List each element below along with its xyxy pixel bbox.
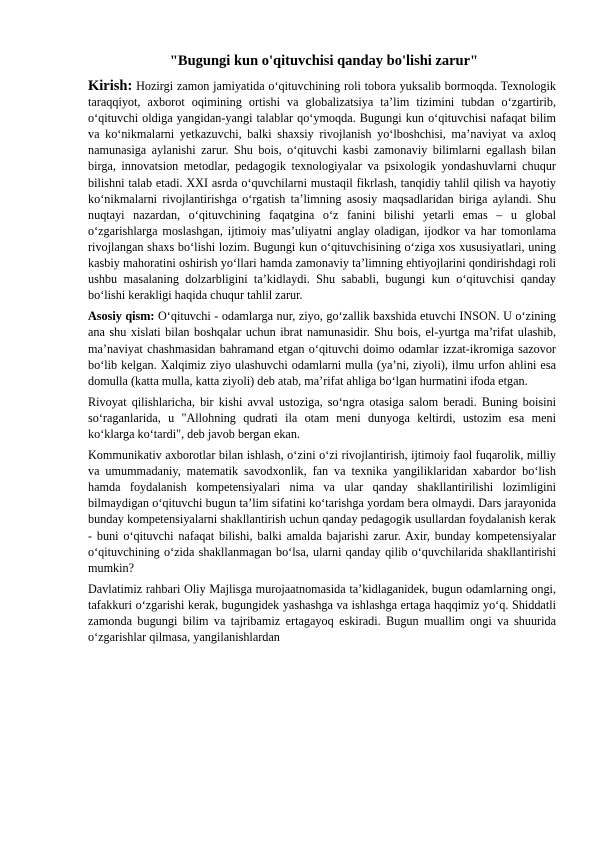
intro-lead: Kirish: — [88, 78, 133, 94]
paragraph-president: Davlatimiz rahbari Oliy Majlisga murojaatnomasida ta’kidlaganidek, bugun odamlarning ongi, tafakkuri o‘zgarishi kerak, bugungidek yashashga va ishlashga ertaga haqqimiz yo‘q. Shiddatli zamonda bugungi bilim va tajribamiz ertagayoq eskiradi. Bugun muallim ongi va shuurida o‘zgarishlar qilmasa, yangilanishlardan — [88, 581, 556, 645]
paragraph-competencies: Kommunikativ axborotlar bilan ishlash, o‘zini o‘zi rivojlantirish, ijtimoiy faol fuqarolik, milliy va umummadaniy, matematik savodxonlik, fan va texnika yangiliklaridan xabardor bo‘lish hamda foydalanish kompetensiyalari nima va ular qanday shakllantirilishi lozimligini bilmaydigan o‘qituvchi bugun ta’lim sifatini ko‘tarishga yordam bera olmaydi. Dars jarayonida bunday kompetensiyalarni shakllantirish uchun qanday pedagogik usullardan foydalanish kerak - buni o‘qituvchi nafaqat bilishi, balki amalda bajarishi zarur. Axir, bunday kompetensiyalar o‘qituvchining o‘zida shakllanmagan bo‘lsa, ularni qanday qilib o‘quvchilarida shakllantirishi mumkin? — [88, 448, 556, 575]
main-text: O‘qituvchi - odamlarga nur, ziyo, go‘zallik baxshida etuvchi INSON. U o‘zining ana shu xislati bilan boshqalar uchun ibrat namunasidir. Shu bois, el-yurtga ma’rifat ulashib, ma’naviyat chashmasidan bahramand etgan o‘qituvchi doimo odamlar izzat-ikromiga sazovor bo‘lib kelgan. Xalqimiz ziyo ulashuvchi odamlarni mulla (ya’ni, ziyoli), ilmu urfon ahlini esa domulla (katta mulla, katta ziyoli) deb atab, ma’rifat ahliga bo‘lgan hurmatini ifoda etgan. — [88, 309, 557, 388]
intro-paragraph — [88, 78, 556, 303]
paragraph-anecdote: Rivoyat qilishlaricha, bir kishi avval ustoziga, so‘ngra otasiga salom beradi. Buning boisini so‘raganlarida, u "Allohning qudrati ila otam meni dunyoga keltirdi, ustozim esa meni ko‘klarga ko‘tardi", deb javob bergan ekan. — [88, 394, 556, 441]
document-page — [88, 52, 556, 650]
main-lead: Asosiy qism: — [88, 309, 155, 324]
main-paragraph — [88, 308, 556, 388]
document-title: "Bugungi kun o'qituvchisi qanday bo'lishi zarur" — [169, 53, 479, 69]
intro-text: Hozirgi zamon jamiyatida o‘qituvchining roli tobora yuksalib bormoqda. Texnologik taraqqiyot, axborot oqimining ortishi va globalizatsiya ta’lim tizimini tubdan o‘zgartirib, o‘qituvchi oldiga yangidan-yangi talablar qo‘ymoqda. Bugungi kun o‘qituvchisi nafaqat bilim va ko‘nikmalarni yetkazuvchi, balki shaxsiy rivojlanish yo‘lboshchisi, ma’naviyat va axloq namunasiga aylanishi zarur. Shu bois, o‘qituvchi kasbi zamonaviy bilimlarni egallash bilan birga, innovatsion metodlar, pedagogik texnologiyalar va psixologik yondashuvlarni chuqur bilishni talab etadi. XXI asrda o‘quvchilarni mustaqil fikrlash, tanqidiy tahlil qilish va hayotiy ko‘nikmalarni rivojlantirishga o‘rgatish ta’limning asosiy maqsadlaridan biriga aylandi. Shu nuqtayi nazardan, o‘qituvchining faqatgina o‘z fanini bilishi yetarli emas – u global o‘zgarishlarga moslashgan, ijtimoiy mas’uliyatni anglay oladigan, ijodkor va har tomonlama rivojlangan shaxs bo‘lishi lozim. Bugungi kun o‘qituvchisining o‘ziga xos xususiyatlari, uning kasbiy mahoratini oshirish yo‘llari hamda zamonaviy ta’limning ehtiyojlarini qondirishdagi roli ushbu masalaning dolzarbligini ta’kidlaydi. Shu sababli, bugungi kun o‘qituvchisi qanday bo‘lishi kerakligi haqida chuqur tahlil zarur. — [88, 79, 557, 303]
